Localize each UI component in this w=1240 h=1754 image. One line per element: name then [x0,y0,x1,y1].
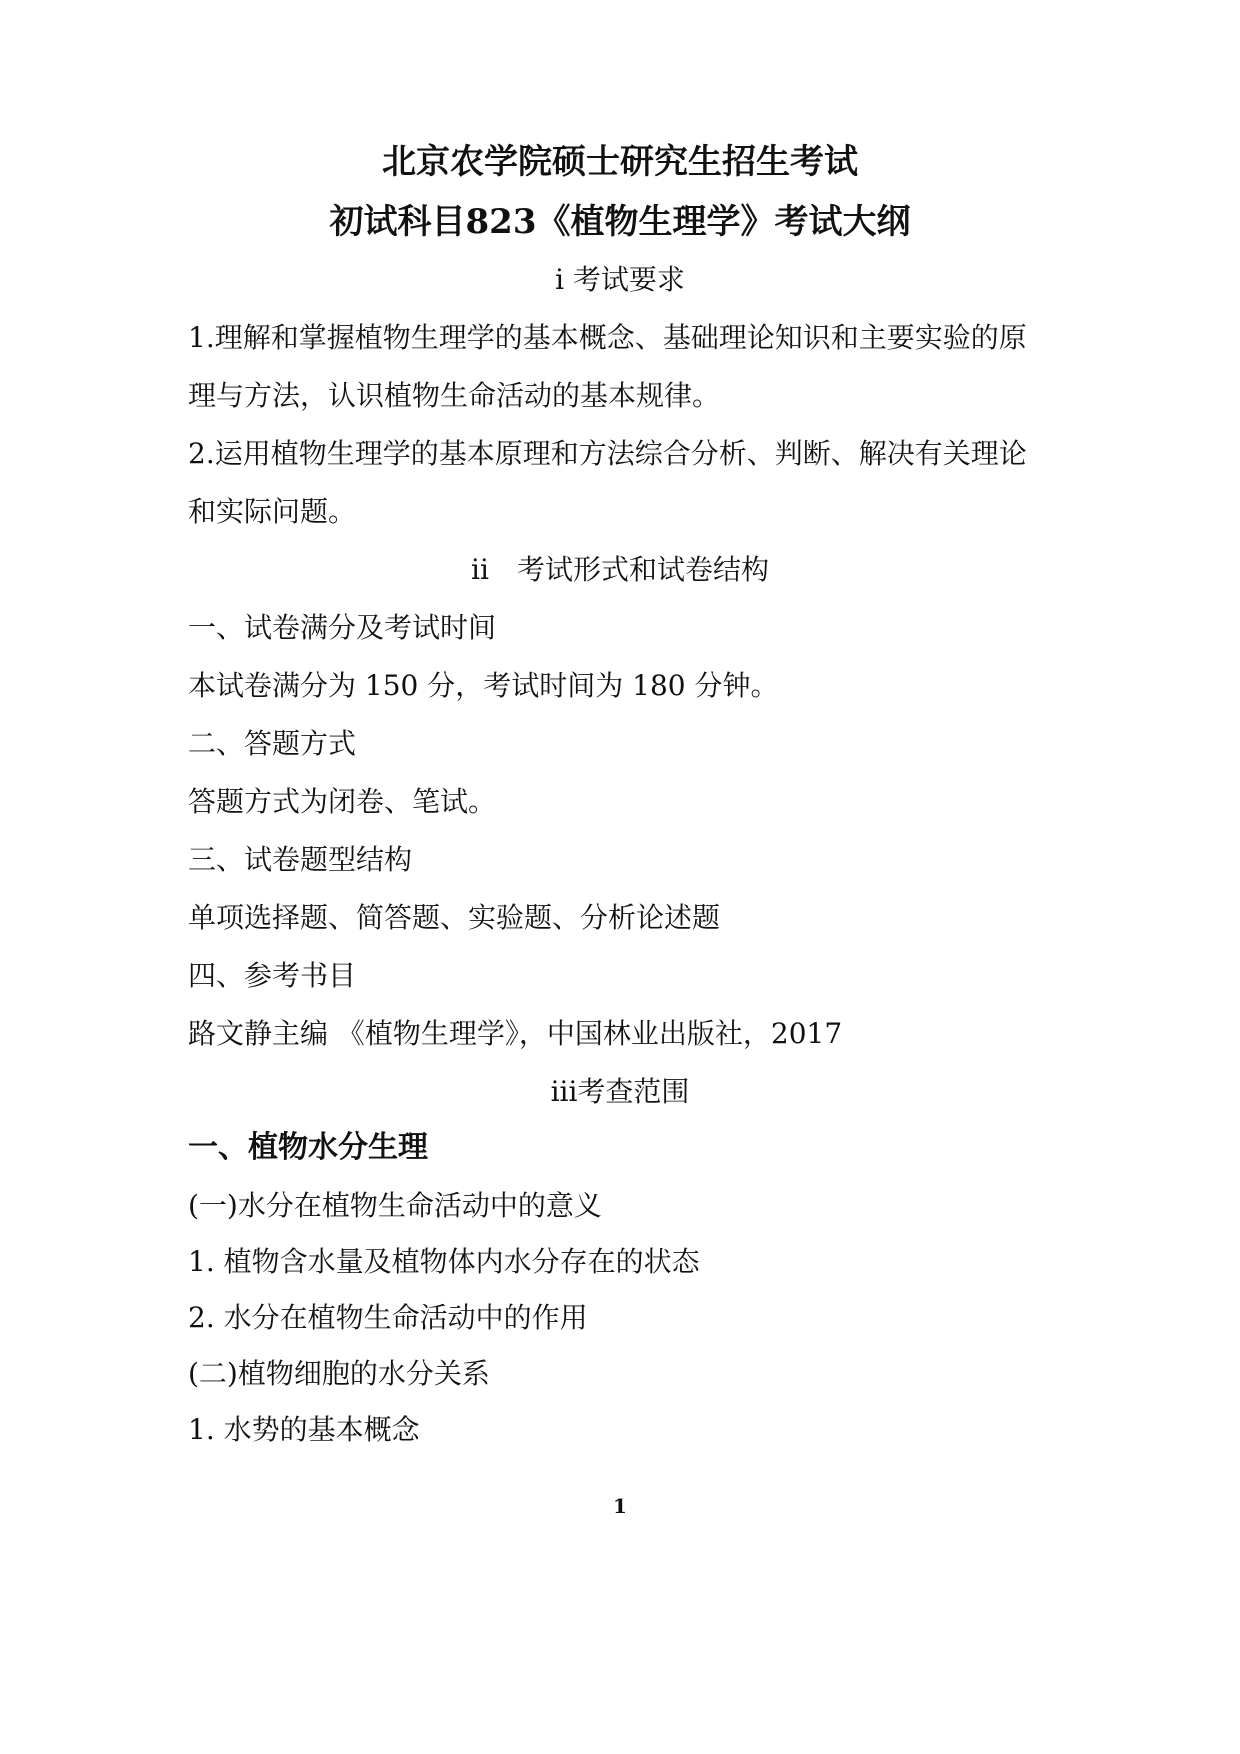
section2-heading: ii 考试形式和试卷结构 [471,553,769,586]
section1-item1-line1: 1.理解和掌握植物生理学的基本概念、基础理论知识和主要实验的原 [188,321,1027,354]
section3-heading: iii考查范围 [550,1075,690,1108]
section2-sub2-text: 答题方式为闭卷、笔试。 [188,785,497,818]
section3-part2-item1: 1. 水势的基本概念 [188,1413,420,1446]
section1-heading: i 考试要求 [555,263,685,296]
section3-chapter1-heading: 一、植物水分生理 [188,1130,428,1165]
section2-sub3-text: 单项选择题、简答题、实验题、分析论述题 [188,901,721,934]
section2-sub1-heading: 一、试卷满分及考试时间 [188,611,497,644]
section1-item1-line2: 理与方法，认识植物生命活动的基本规律。 [188,379,721,412]
section2-sub2-heading: 二、答题方式 [188,727,357,760]
page-number: 1 [613,1494,627,1518]
document-title-line2: 初试科目823《植物生理学》考试大纲 [329,202,911,242]
section3-part1-item1: 1. 植物含水量及植物体内水分存在的状态 [188,1245,700,1278]
section1-item2-line2: 和实际问题。 [188,495,357,528]
section2-sub1-text: 本试卷满分为 150 分，考试时间为 180 分钟。 [188,669,779,702]
section2-sub4-text: 路文静主编 《植物生理学》，中国林业出版社，2017 [188,1017,843,1050]
section2-sub4-heading: 四、参考书目 [188,959,357,992]
section3-part1-heading: (一)水分在植物生命活动中的意义 [188,1189,602,1222]
section2-sub3-heading: 三、试卷题型结构 [188,843,413,876]
section3-part2-heading: (二)植物细胞的水分关系 [188,1357,490,1390]
section3-part1-item2: 2. 水分在植物生命活动中的作用 [188,1301,588,1334]
section1-item2-line1: 2.运用植物生理学的基本原理和方法综合分析、判断、解决有关理论 [188,437,1027,470]
document-title-line1: 北京农学院硕士研究生招生考试 [382,142,858,182]
